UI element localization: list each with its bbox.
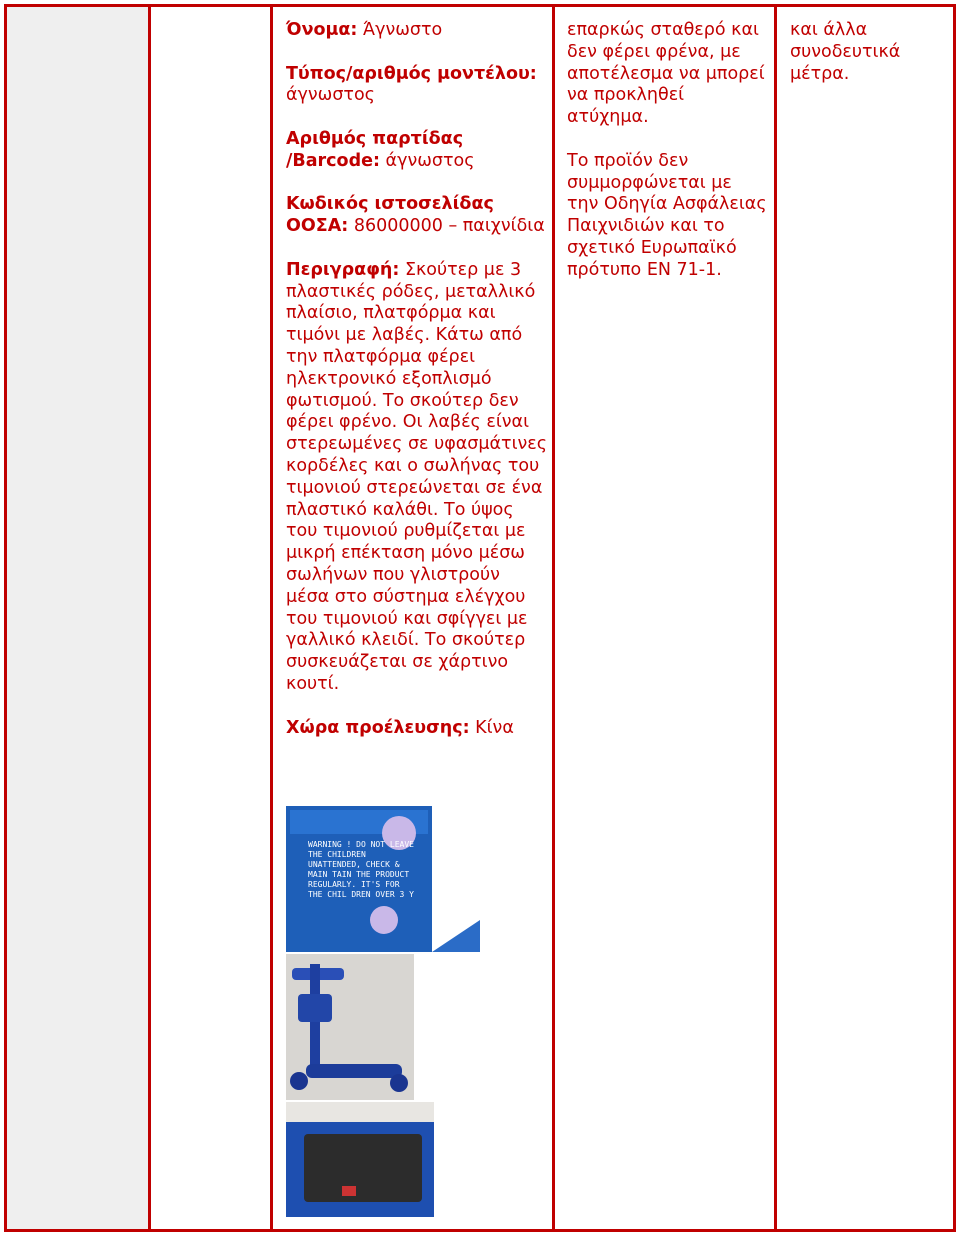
table-right-border — [953, 4, 956, 1232]
description-value: Σκούτερ με 3 πλαστικές ρόδες, μεταλλικό πλαίσιο, πλατφόρμα και τιμόνι με λαβές. Κάτω από την πλατφόρμα φέρει ηλεκτρονικό εξοπλισμό φωτισμού. Το σκούτερ δεν φέρει φρένο. Οι λαβές είναι στερεωμένες σε υφασμάτινες κορδέλες και ο σωλήνας του τιμονιού στερεώνεται σε ένα πλαστικό καλάθι. Το ύψος του τιμονιού ρυθμίζεται με μικρή επέκταση μόνο μέσω σωλήνων που γλιστρούν μέσα στο σύστημα ελέγχου του τιμονιού και σφίγγει με γαλλικό κλειδί. Το σκούτερ συσκευάζεται σε χάρτινο κουτί. — [286, 259, 548, 694]
product-box-photo — [286, 806, 432, 952]
name-label: Όνομα: — [286, 20, 358, 40]
batch-label: Αριθμός παρτίδας /Barcode: — [286, 128, 464, 171]
flower-decoration — [370, 906, 398, 934]
risk-text-2: Το προϊόν δεν συμμορφώνεται με την Οδηγία Ασφάλειας Παιχνιδιών και το σχετικό Ευρωπαϊκό πρότυπο EN 71-1. — [567, 150, 767, 280]
scooter-photo — [286, 954, 414, 1100]
table-left-border — [4, 4, 7, 1232]
underside-photo — [286, 1102, 434, 1217]
measures-cell — [790, 20, 950, 107]
lighting-unit — [304, 1134, 422, 1202]
photo-corner — [432, 920, 480, 952]
table-bottom-border — [4, 1229, 956, 1232]
row-index-cell — [4, 4, 150, 1232]
column-divider-4 — [774, 4, 777, 1232]
scooter-deck — [306, 1064, 402, 1078]
risk-cell — [567, 20, 767, 303]
rear-wheel — [390, 1074, 408, 1092]
batch-value: άγνωστος — [385, 150, 475, 171]
column-divider-2 — [270, 4, 273, 1232]
measures-text: και άλλα συνοδευτικά μέτρα. — [790, 20, 901, 84]
box-warning-text: WARNING ! DO NOT LEAVE THE CHILDREN UNATTENDED, CHECK & MAIN TAIN THE PRODUCT REGULARLY. IT'S FOR THE CHIL DREN OVER 3 Y — [308, 840, 414, 899]
model-value: άγνωστος — [286, 85, 375, 106]
origin-value: Κίνα — [475, 717, 514, 738]
risk-text-1: επαρκώς σταθερό και δεν φέρει φρένα, με αποτέλεσμα να μπορεί να προκληθεί ατύχημα. — [567, 20, 765, 128]
oecd-value: 86000000 – παιχνίδια — [353, 216, 545, 237]
name-field — [286, 20, 548, 42]
switch — [342, 1186, 356, 1196]
origin-field — [286, 718, 548, 740]
product-detail-photo — [432, 920, 480, 952]
description-label: Περιγραφή: — [286, 259, 400, 280]
column-divider-1 — [148, 4, 151, 1232]
front-wheel — [290, 1072, 308, 1090]
basket — [298, 994, 332, 1022]
oecd-label: Κωδικός ιστοσελίδας ΟΟΣΑ: — [286, 194, 494, 237]
batch-field — [286, 129, 548, 173]
model-field — [286, 64, 548, 108]
origin-label: Χώρα προέλευσης: — [286, 717, 470, 738]
model-label: Τύπος/αριθμός μοντέλου: — [286, 63, 537, 84]
oecd-field — [286, 194, 548, 238]
column-divider-3 — [552, 4, 555, 1232]
product-details-cell — [286, 20, 548, 761]
name-value: Άγνωστο — [363, 20, 443, 40]
description-field — [286, 260, 548, 696]
table-top-border — [4, 4, 956, 7]
